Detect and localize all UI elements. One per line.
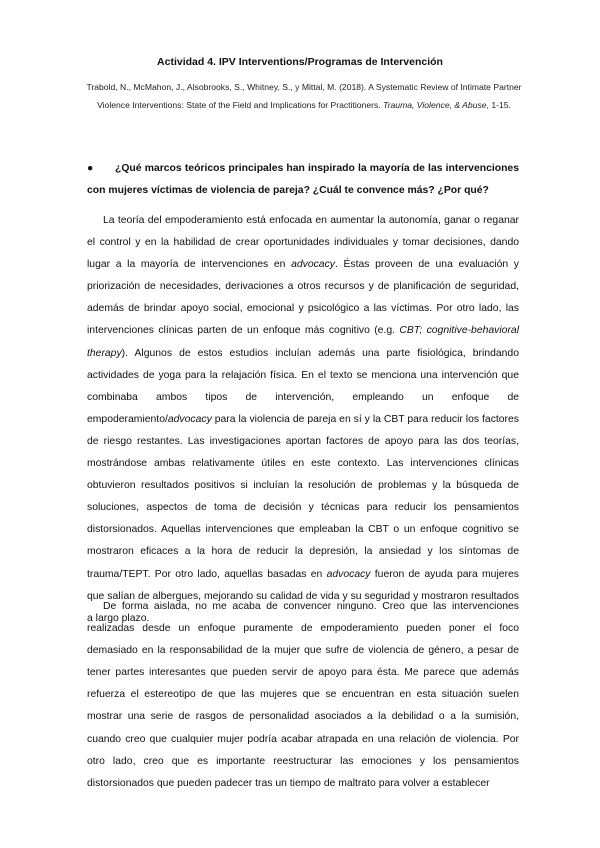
document-title: Actividad 4. IPV Interventions/Programas de Intervención [157,56,443,68]
p1-segment-2: . Éstas proveen de una evaluación y priorización de necesidades, derivaciones a otros recursos y de planificación de seguridad, además de brindar apoyo social, emocional y psicológico a las víctimas. Por otro lado, las intervenciones clínicas parten de un enfoque más cognitivo (e.g. [87,259,519,337]
reference-citation [84,78,524,114]
reference-journal: Trauma, Violence, & Abuse [383,100,487,110]
p1-italic-4: advocacy [326,568,371,580]
bullet-icon: ● [87,163,94,174]
reference-pages: , 1-15. [486,100,511,110]
p1-italic-2: CBT; cognitive-behavioral therapy [87,325,520,359]
question-text: ¿Qué marcos teóricos principales han inspirado la mayoría de las intervenciones con mujeres víctimas de violencia de pareja? ¿Cuál te convence más? ¿Por qué? [87,163,519,196]
answer-paragraph-1 [87,210,519,630]
p1-segment-3: ). Algunos de estos estudios incluían además una parte fisiológica, brindando actividades de yoga para la relajación física. En el texto se menciona una intervención que combinaba ambos tipos de intervención, empleando un enfoque de empoderamiento/ [87,347,519,425]
p1-italic-1: advocacy [291,259,335,271]
p1-segment-1: La teoría del empoderamiento está enfocada en aumentar la autonomía, ganar o reganar el control y en la habilidad de crear oportunidades individuales y tomar decisiones, dando lugar a la mayoría de intervenciones en [87,215,519,271]
question-item [87,158,519,202]
p1-italic-3: advocacy [167,413,212,425]
p1-segment-4: para la violencia de pareja en sí y la CBT para reducir los factores de riesgo restantes. Las investigaciones aportan factores de apoyo para las dos teorías, mostrándose ambas relativamente útiles en este contexto. Las intervenciones clínicas obtuvieron resultados positivos si incluían la resolución de problemas y la búsqueda de soluciones, aspectos de toma de decisión y técnicas para reducir los pensamientos distorsionados. Aquellas intervenciones que empleaban la CBT o un enfoque cognitivo se mostraron eficaces a la hora de reducir la depresión, la ansiedad y los síntomas de trauma/TEPT. Por otro lado, aquellas basadas en [87,413,519,580]
p1-segment-5: fueron de ayuda para mujeres que salían de albergues, mejorando su calidad de vida y su seguridad y mostraron resultados a largo plazo. [87,568,519,624]
reference-authors: Trabold, N., McMahon, J., Alsobrooks, S., Whitney, S., y Mittal, M. (2018). A Systematic Review of Intimate Partner Violence Interventions: State of the Field and Implications for Practitioners. [86,82,522,110]
answer-paragraph-2: De forma aislada, no me acaba de convencer ninguno. Creo que las intervenciones realizadas desde un enfoque puramente de empoderamiento pueden poner el foco demasiado en la responsabilidad de la mujer que sufre de violencia de género, a pesar de tener partes interesantes que pueden servir de apoyo para ésta. Me parece que además refuerza el estereotipo de que las mujeres que se encuentran en esta situación suelen mostrar una serie de rasgos de personalidad asociados a la debilidad o a la sumisión, cuando creo que cualquier mujer podría acabar atrapada en una relación de violencia. Por otro lado, creo que es importante reestructurar las emociones y los pensamientos distorsionados que pueden padecer tras un tiempo de maltrato para volver a establecer [87,601,519,789]
